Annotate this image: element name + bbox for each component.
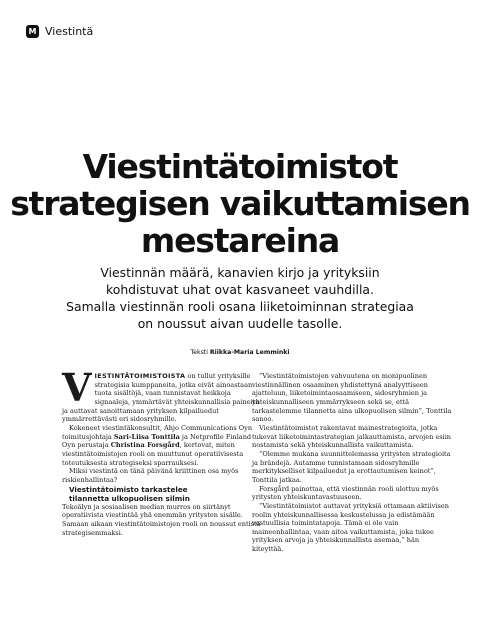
byline-author: Riikka-Maria Lemminki <box>209 349 290 356</box>
section-label: Viestintä <box>45 25 94 38</box>
person-name: Sari-Liisa Tonttila <box>113 432 180 441</box>
body-text: Kokeneet viestintäkonsultit, Ahjo Communications Oyn toimitusjohtaja <box>62 423 253 441</box>
article-column-right <box>252 372 452 554</box>
magazine-logo: M <box>26 25 39 38</box>
body-text: on tullut yrityksille strategisia kumppaneita, jotka eivät ainoastaan tuota sisältöjä, vaan tunnistavat heikkoja signaaleja, ymmärtävät yhteiskunnallisia paineita ja auttavat sanoittamaan yrityksen kilpailuedut ymmärrettävästi eri sidosryhmille. <box>62 372 260 424</box>
section-header <box>26 25 93 38</box>
lead-line: kohdistuvat uhat ovat kasvaneet vauhdilla. <box>106 282 374 297</box>
byline <box>0 349 480 356</box>
subheading-line: Viestintätoimisto tarkastelee <box>69 484 188 494</box>
body-text: ja Netprofile Finland Oyn perustaja <box>62 432 252 450</box>
lead-line: Viestinnän määrä, kanavien kirjo ja yrityksiin <box>100 265 380 280</box>
body-paragraph: Forsgård painottaa, että viestinnän rooli ulottuu myös yritysten yhteiskuntavastuuseen. <box>252 484 439 502</box>
headline-line: strategisen vaikuttamisen <box>10 184 470 223</box>
body-paragraph: ”Olemme mukana suunnittelemassa yritysten strategioita ja brändejä. Autamme tunnistamaan sidosryhmille merkitykselliset kilpailuedut ja erottautumisen keinot”, Tonttila jatkaa. <box>252 449 451 484</box>
lead-caps: IESTINTÄTOIMISTOISTA <box>94 372 186 380</box>
person-name: Christina Forsgård <box>110 441 180 450</box>
body-paragraph: Viestintätoimistot rakentavat mainestrategioita, jotka tukevat liiketoimintastrategian jalkauttamista, arvojen esiin nostamista sekä yhteiskunnallista vaikuttamista. <box>252 423 452 450</box>
lead-line: Samalla viestinnän rooli osana liiketoiminnan strategiaa <box>66 299 414 314</box>
body-paragraph: Miksi viestintä on tänä päivänä kriittinen osa myös riskienhallintaa? <box>62 467 239 484</box>
body-text: , kertovat, miten viestintätoimistojen rooli on muuttunut operatiivisesta toteutuksesta strategiseksi sparrauksesi. <box>62 441 244 467</box>
body-paragraph: ”Viestintätoimistojen vahvuutena on monipuolinen viestinnällinen osaaminen yhdistettynä analyyttiseen ajatteluun, liiketoimintaosaamiseen, sidosryhmien ja yhteiskunnalliseen ymmärrykseen sekä se, että tarkastelemme tilannetta aina ulkopuolisen silmin”, Tonttila sanoo. <box>252 372 452 424</box>
subheading-line: tilannetta ulkopuolisen silmin <box>69 493 190 503</box>
headline-line: Viestintätoimistot <box>82 147 398 186</box>
article-lead <box>60 264 420 332</box>
lead-line: on noussut aivan uudelle tasolle. <box>137 316 343 331</box>
body-paragraph <box>62 424 262 467</box>
body-paragraph <box>62 365 262 424</box>
body-paragraph: ”Viestintätoimistot auttavat yrityksiä ottamaan aktiivisen roolin yhteiskunnallisessa keskustelussa ja edistämään vastuullisia toimintatapoja. Tämä ei ole vain maineenhallintaa, vaan aitoa vaikuttamista, joka tukee yrityksen arvoja ja yhteiskunnallista asemaa,” hän kiteyttää. <box>252 501 449 554</box>
article-headline <box>0 148 480 259</box>
body-paragraph: Tekoälyn ja sosiaalisen median murros on siirtänyt operatiivista viestintää yhä enemmän yritysten sisälle. Samaan aikaan viestintätoimistojen rooli on noussut entistä strategisemmaksi. <box>62 502 261 537</box>
drop-cap: V <box>62 365 92 410</box>
byline-prefix: Teksti <box>190 349 208 356</box>
subheading <box>62 485 262 503</box>
headline-line: mestareina <box>140 221 340 260</box>
article-column-left <box>62 365 262 537</box>
